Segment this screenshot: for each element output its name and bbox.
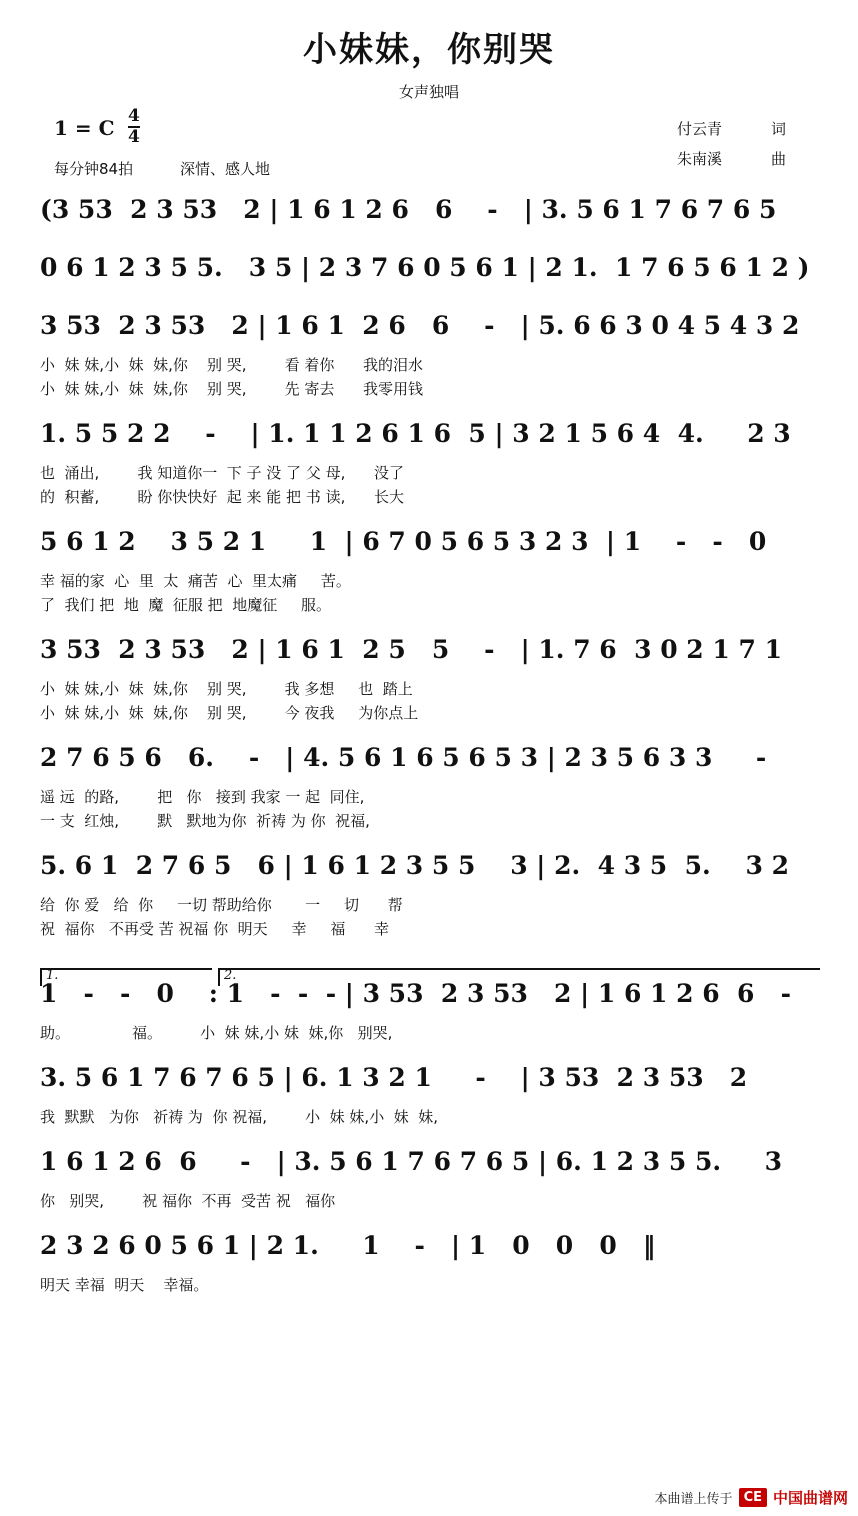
lyric-line-2: 祝 福你 不再受 苦 祝福 你 明天 幸 福 幸: [40, 920, 389, 938]
composer-credit: [677, 144, 786, 174]
lyric-line-2: 一 支 红烛, 默 默地为你 祈祷 为 你 祝福,: [40, 812, 370, 830]
note-row: 5 6 1 2 3 5 2 1 1 | 6 7 0 5 6 5 3 2 3 | 1 - - 0: [40, 527, 767, 556]
lyric-line-2: 小 妹 妹,小 妹 妹,你 别 哭, 今 夜我 为你点上: [40, 704, 419, 722]
note-row: 5. 6 1 2 7 6 5 6 | 1 6 1 2 3 5 5 3 | 2. 4 3 5 5. 3 2: [40, 851, 790, 880]
key-signature: 1 = C: [54, 116, 115, 140]
note-row: 2 7 6 5 6 6. - | 4. 5 6 1 6 5 6 5 3 | 2 3 5 6 3 3 -: [40, 743, 767, 772]
lyric-line-1: 我 默默 为你 祈祷 为 你 祝福, 小 妹 妹,小 妹 妹,: [40, 1108, 439, 1126]
time-signature: [128, 108, 140, 147]
music-system: [0, 304, 858, 402]
lyric-line-1: 小 妹 妹,小 妹 妹,你 别 哭, 看 着你 我的泪水: [40, 356, 424, 374]
composer-role: 曲: [770, 150, 786, 168]
first-ending-label: 1.: [46, 968, 59, 983]
note-row: 1. 5 5 2 2 - | 1. 1 1 2 6 1 6 5 | 3 2 1 5 6 4 4. 2 3: [40, 419, 791, 448]
music-system: [0, 1224, 858, 1298]
music-system: [0, 520, 858, 618]
note-row: 3 53 2 3 53 2 | 1 6 1 2 6 6 - | 5. 6 6 3 0 4 5 4 3 2: [40, 311, 800, 340]
music-system: [0, 736, 858, 834]
footer-credit: [655, 1487, 848, 1508]
note-row: 0 6 1 2 3 5 5. 3 5 | 2 3 7 6 0 5 6 1 | 2 1. 1 7 6 5 6 1 2 ): [40, 253, 810, 282]
site-name[interactable]: 中国曲谱网: [772, 1489, 848, 1507]
note-row: 3 53 2 3 53 2 | 1 6 1 2 5 5 - | 1. 7 6 3 0 2 1 7 1: [40, 635, 782, 664]
note-row: 2 3 2 6 0 5 6 1 | 2 1. 1 - | 1 0 0 0 ‖: [40, 1231, 656, 1260]
note-row: 3. 5 6 1 7 6 7 6 5 | 6. 1 3 2 1 - | 3 53 2 3 53 2: [40, 1063, 748, 1092]
music-system-with-endings: [0, 968, 858, 1046]
tempo-marking: 每分钟84拍: [54, 160, 134, 178]
lyric-line-1: 你 别哭, 祝 福你 不再 受苦 祝 福你: [40, 1192, 336, 1210]
music-system: [0, 1056, 858, 1130]
music-system: [0, 1140, 858, 1214]
second-ending-label: 2.: [224, 968, 237, 983]
footer-note: 本曲谱上传于: [654, 1492, 733, 1507]
music-system: [0, 412, 858, 510]
site-logo-icon: CE: [739, 1488, 767, 1507]
lyric-line-1: 明天 幸福 明天 幸福。: [40, 1276, 209, 1294]
lyric-line-2: 了 我们 把 地 魔 征服 把 地魔征 服。: [40, 596, 332, 614]
time-signature-denominator: 4: [128, 126, 140, 147]
lyric-line-1: 幸 福的家 心 里 太 痛苦 心 里太痛 苦。: [40, 572, 351, 590]
note-row: 1 - - 0 : 1 - - - | 3 53 2 3 53 2 | 1 6 1 2 6 6 -: [40, 979, 791, 1008]
lyric-line-1: 助。 福。 小 妹 妹,小 妹 妹,你 别哭,: [40, 1024, 393, 1042]
lyric-line-1: 给 你 爱 给 你 一切 帮助给你 一 切 帮: [40, 896, 403, 914]
lyric-line-1: 小 妹 妹,小 妹 妹,你 别 哭, 我 多想 也 踏上: [40, 680, 413, 698]
lyricist-role: 词: [770, 120, 786, 138]
expression-marking: 深情、感人地: [180, 160, 271, 178]
lyric-line-2: 小 妹 妹,小 妹 妹,你 别 哭, 先 寄去 我零用钱: [40, 380, 424, 398]
credits: [677, 114, 786, 174]
note-row: (3 53 2 3 53 2 | 1 6 1 2 6 6 - | 3. 5 6 1 7 6 7 6 5: [40, 195, 777, 224]
note-row: 1 6 1 2 6 6 - | 3. 5 6 1 7 6 7 6 5 | 6. 1 2 3 5 5. 3: [40, 1147, 782, 1176]
score-metadata: [0, 106, 858, 188]
music-system: [0, 628, 858, 726]
composer-name: 朱南溪: [676, 150, 722, 168]
lyricist-credit: [677, 114, 786, 144]
music-system: [0, 246, 858, 294]
music-system: [0, 188, 858, 236]
lyric-line-1: 也 涌出, 我 知道你一 下 子 没 了 父 母, 没了: [40, 464, 404, 482]
page-subtitle: 女声独唱: [398, 83, 459, 101]
music-system: [0, 844, 858, 942]
lyric-line-1: 遥 远 的路, 把 你 接到 我家 一 起 同住,: [40, 788, 365, 806]
lyricist-name: 付云青: [676, 120, 722, 138]
page-title: 小妹妹，你别哭: [303, 30, 555, 70]
time-signature-numerator: 4: [128, 106, 140, 126]
sheet-music-page: [0, 22, 858, 1516]
lyric-line-2: 的 积蓄, 盼 你快快好 起 来 能 把 书 读, 长大: [40, 488, 404, 506]
